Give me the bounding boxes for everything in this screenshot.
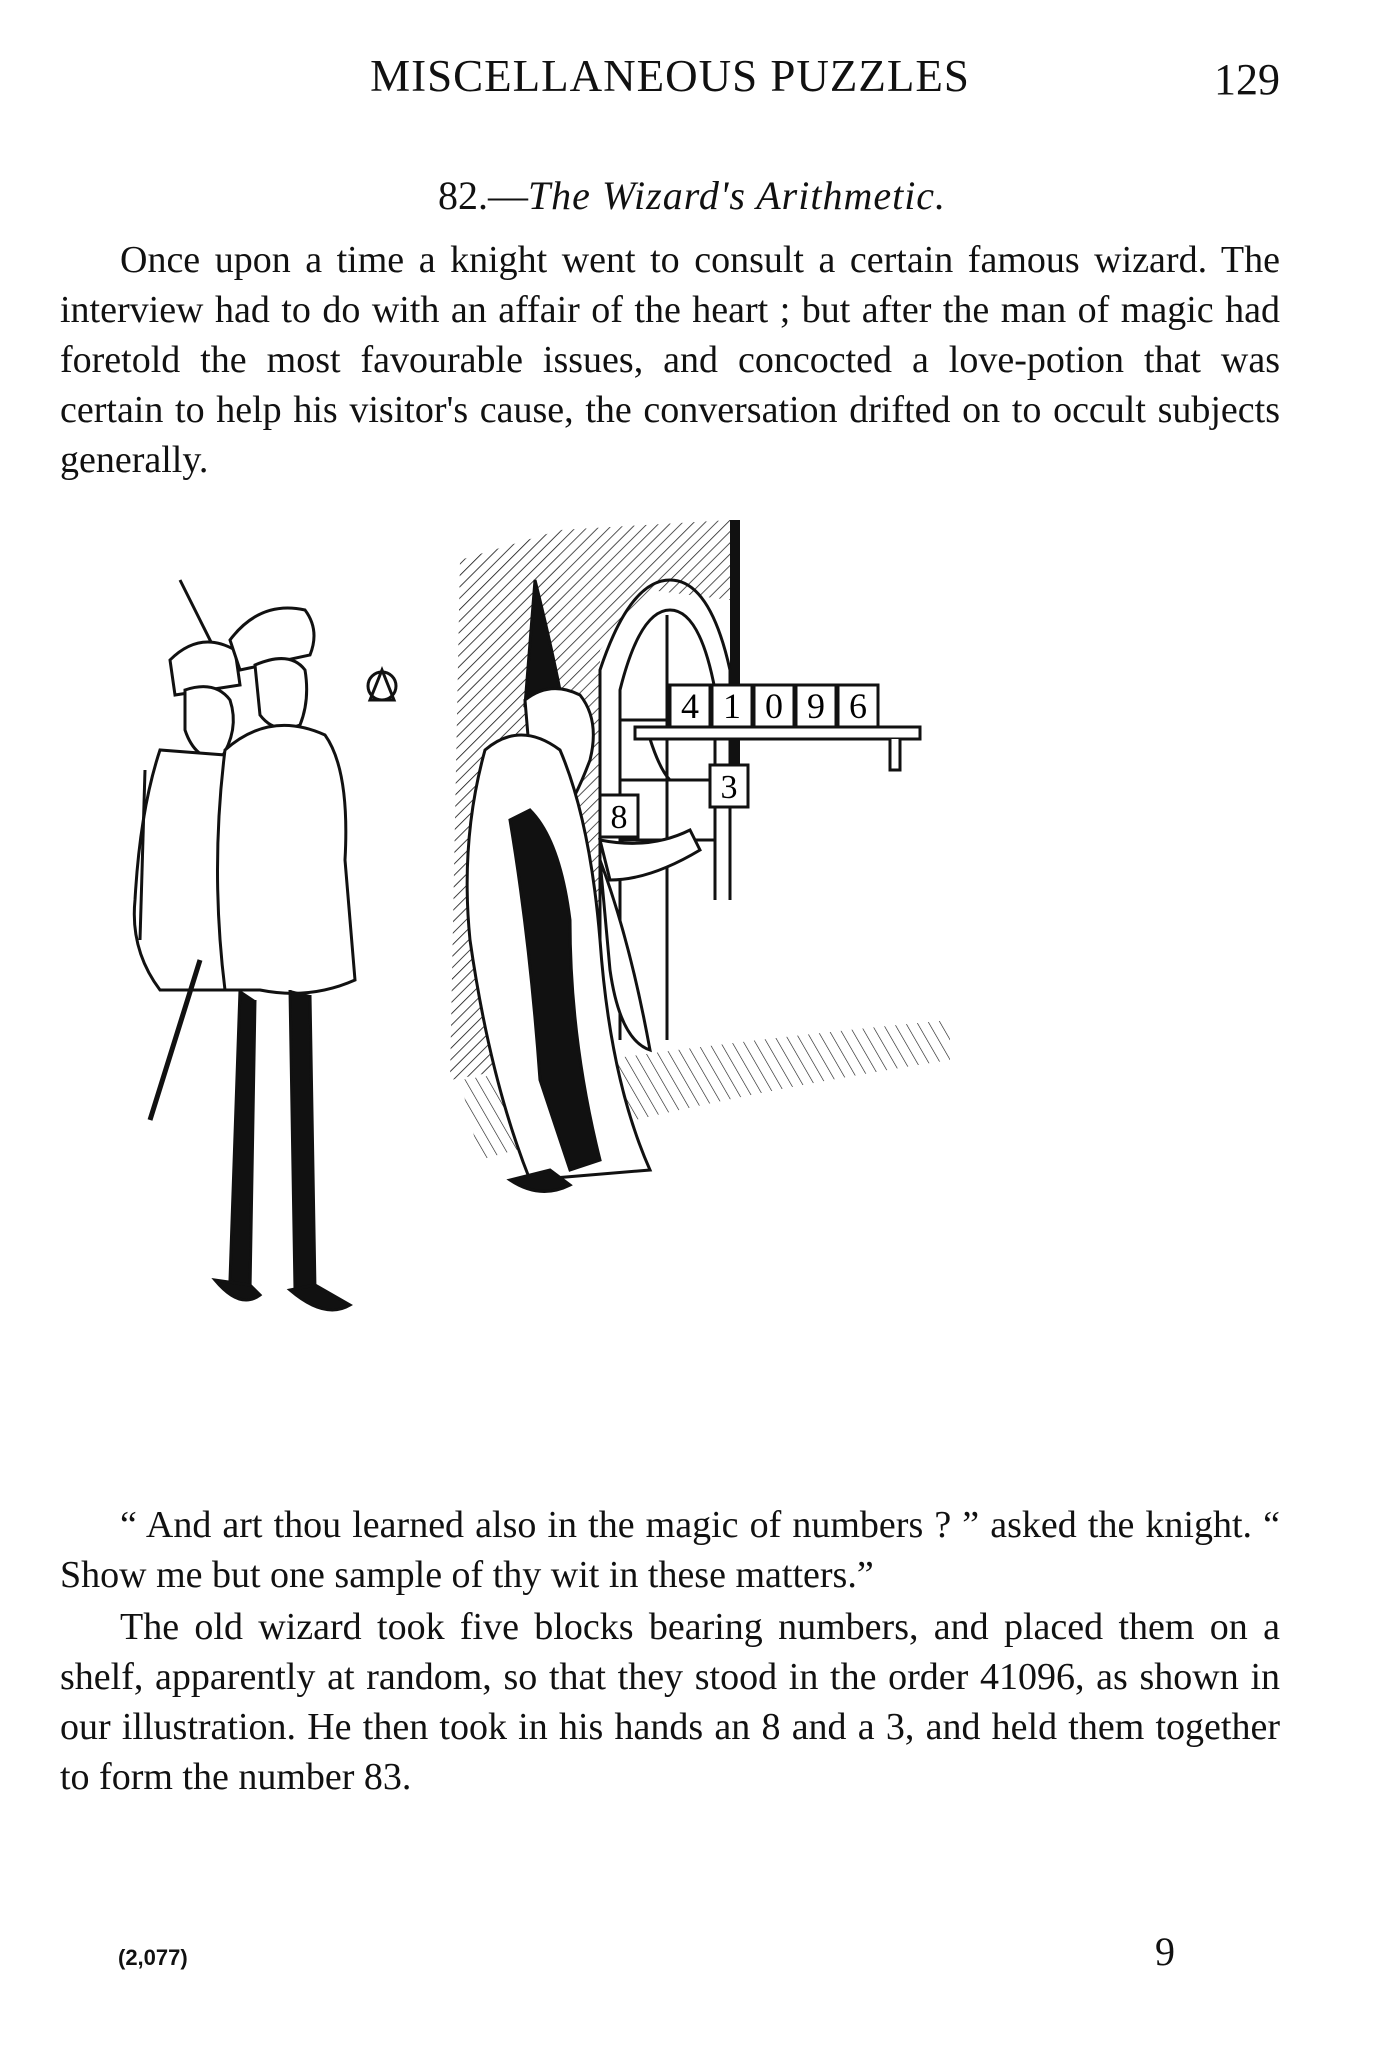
svg-text:0: 0 [765,686,783,726]
held-block-8 [600,795,638,837]
shelf-block-4 [670,685,710,727]
svg-text:6: 6 [849,686,867,726]
wizard-illustration [130,520,1220,1480]
svg-text:1: 1 [723,686,741,726]
shelf-block-9 [796,685,836,727]
page-number: 129 [1214,55,1280,104]
puzzle-name: The Wizard's Arithmetic. [527,173,947,218]
wall-symbol [368,670,396,700]
shelf-blocks [670,685,878,727]
printer-signature: (2,077) [118,1945,188,1970]
shelf-block-1 [712,685,752,727]
svg-text:3: 3 [720,769,738,806]
sheet-number: 9 [1155,1929,1175,1974]
shelf-block-6 [838,685,878,727]
svg-text:8: 8 [610,799,628,836]
shelf [635,727,920,780]
held-block-3 [710,765,748,807]
held-blocks [600,765,748,837]
paragraph-wizard-blocks: The old wizard took five blocks bearing numbers, and placed them on a shelf, apparently at random, so that they stood in the order 41096, as shown in our illustration. He then took in his hands an 8 and a 3, and held them together to form the number 83. [60,1606,1280,1798]
shelf-block-0 [754,685,794,727]
paragraph-intro: Once upon a time a knight went to consult a certain famous wizard. The interview had to do with an affair of the heart ; but after the man of magic had foretold the most favourable issues, and concocted a love-potion that was certain to help his visitor's cause, the conversation drifted on to occult subjects generally. [60,239,1280,481]
puzzle-title [0,172,1384,219]
svg-text:4: 4 [681,686,699,726]
paragraph-knight-question: “ And art thou learned also in the magic of numbers ? ” asked the knight. “ Show me but one sample of thy wit in these matters.” [60,1504,1280,1596]
running-head [60,50,1280,110]
wizard-and-knights-drawing [130,520,1220,1480]
running-title: MISCELLANEOUS PUZZLES [370,51,970,101]
puzzle-number: 82.— [437,173,528,218]
svg-text:9: 9 [807,686,825,726]
